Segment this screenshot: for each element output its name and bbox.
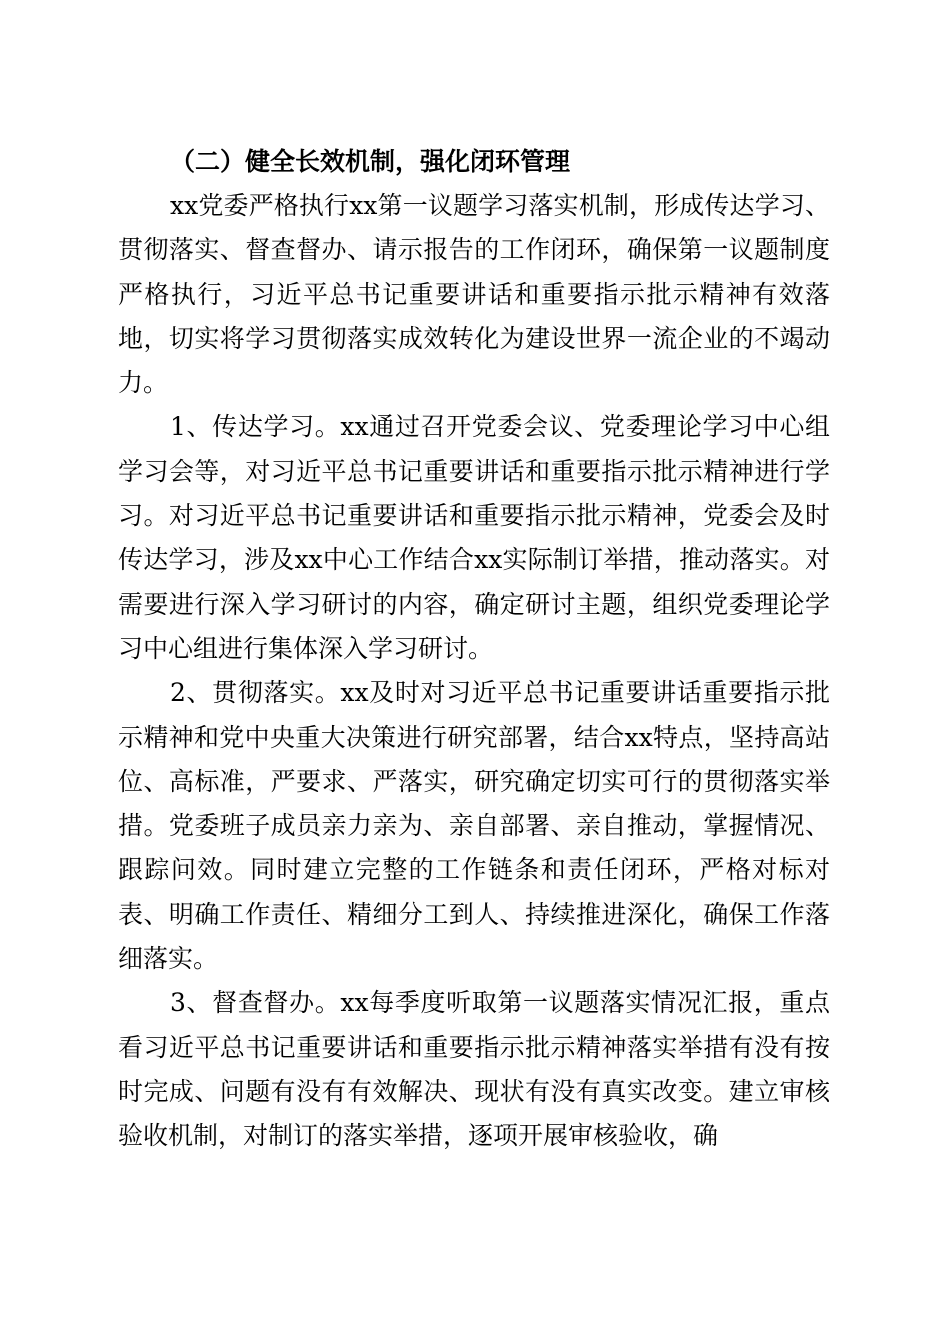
document-body [118,140,830,1159]
paragraph-item-3-text: 3、督查督办。xx每季度听取第一议题落实情况汇报，重点看习近平总书记重要讲话和重要指示批示精神落实举措有没有按时完成、问题有没有有效解决、现状有没有真实改变。建立审核验收机制，对制订的落实举措，逐项开展审核验收，确 [118,988,830,1151]
paragraph-item-1 [118,405,830,671]
paragraph-item-1-text: 1、传达学习。xx通过召开党委会议、党委理论学习中心组学习会等，对习近平总书记重要讲话和重要指示批示精神进行学习。对习近平总书记重要讲话和重要指示批示精神，党委会及时传达学习，涉及xx中心工作结合xx实际制订举措，推动落实。对需要进行深入学习研讨的内容，确定研讨主题，组织党委理论学习中心组进行集体深入学习研讨。 [118,412,830,663]
paragraph-item-2-text: 2、贯彻落实。xx及时对习近平总书记重要讲话重要指示批示精神和党中央重大决策进行研究部署，结合xx特点，坚持高站位、高标准，严要求、严落实，研究确定切实可行的贯彻落实举措。党委班子成员亲力亲为、亲自部署、亲自推动，掌握情况、跟踪问效。同时建立完整的工作链条和责任闭环，严格对标对表、明确工作责任、精细分工到人、持续推进深化，确保工作落细落实。 [118,678,830,974]
paragraph-intro [118,184,830,405]
paragraph-item-3 [118,981,830,1158]
section-heading: （二）健全长效机制，强化闭环管理 [170,147,571,176]
paragraph-item-2 [118,671,830,981]
paragraph-intro-text: xx党委严格执行xx第一议题学习落实机制，形成传达学习、贯彻落实、督查督办、请示报告的工作闭环，确保第一议题制度严格执行，习近平总书记重要讲话和重要指示批示精神有效落地，切实将学习贯彻落实成效转化为建设世界一流企业的不竭动力。 [118,191,830,398]
